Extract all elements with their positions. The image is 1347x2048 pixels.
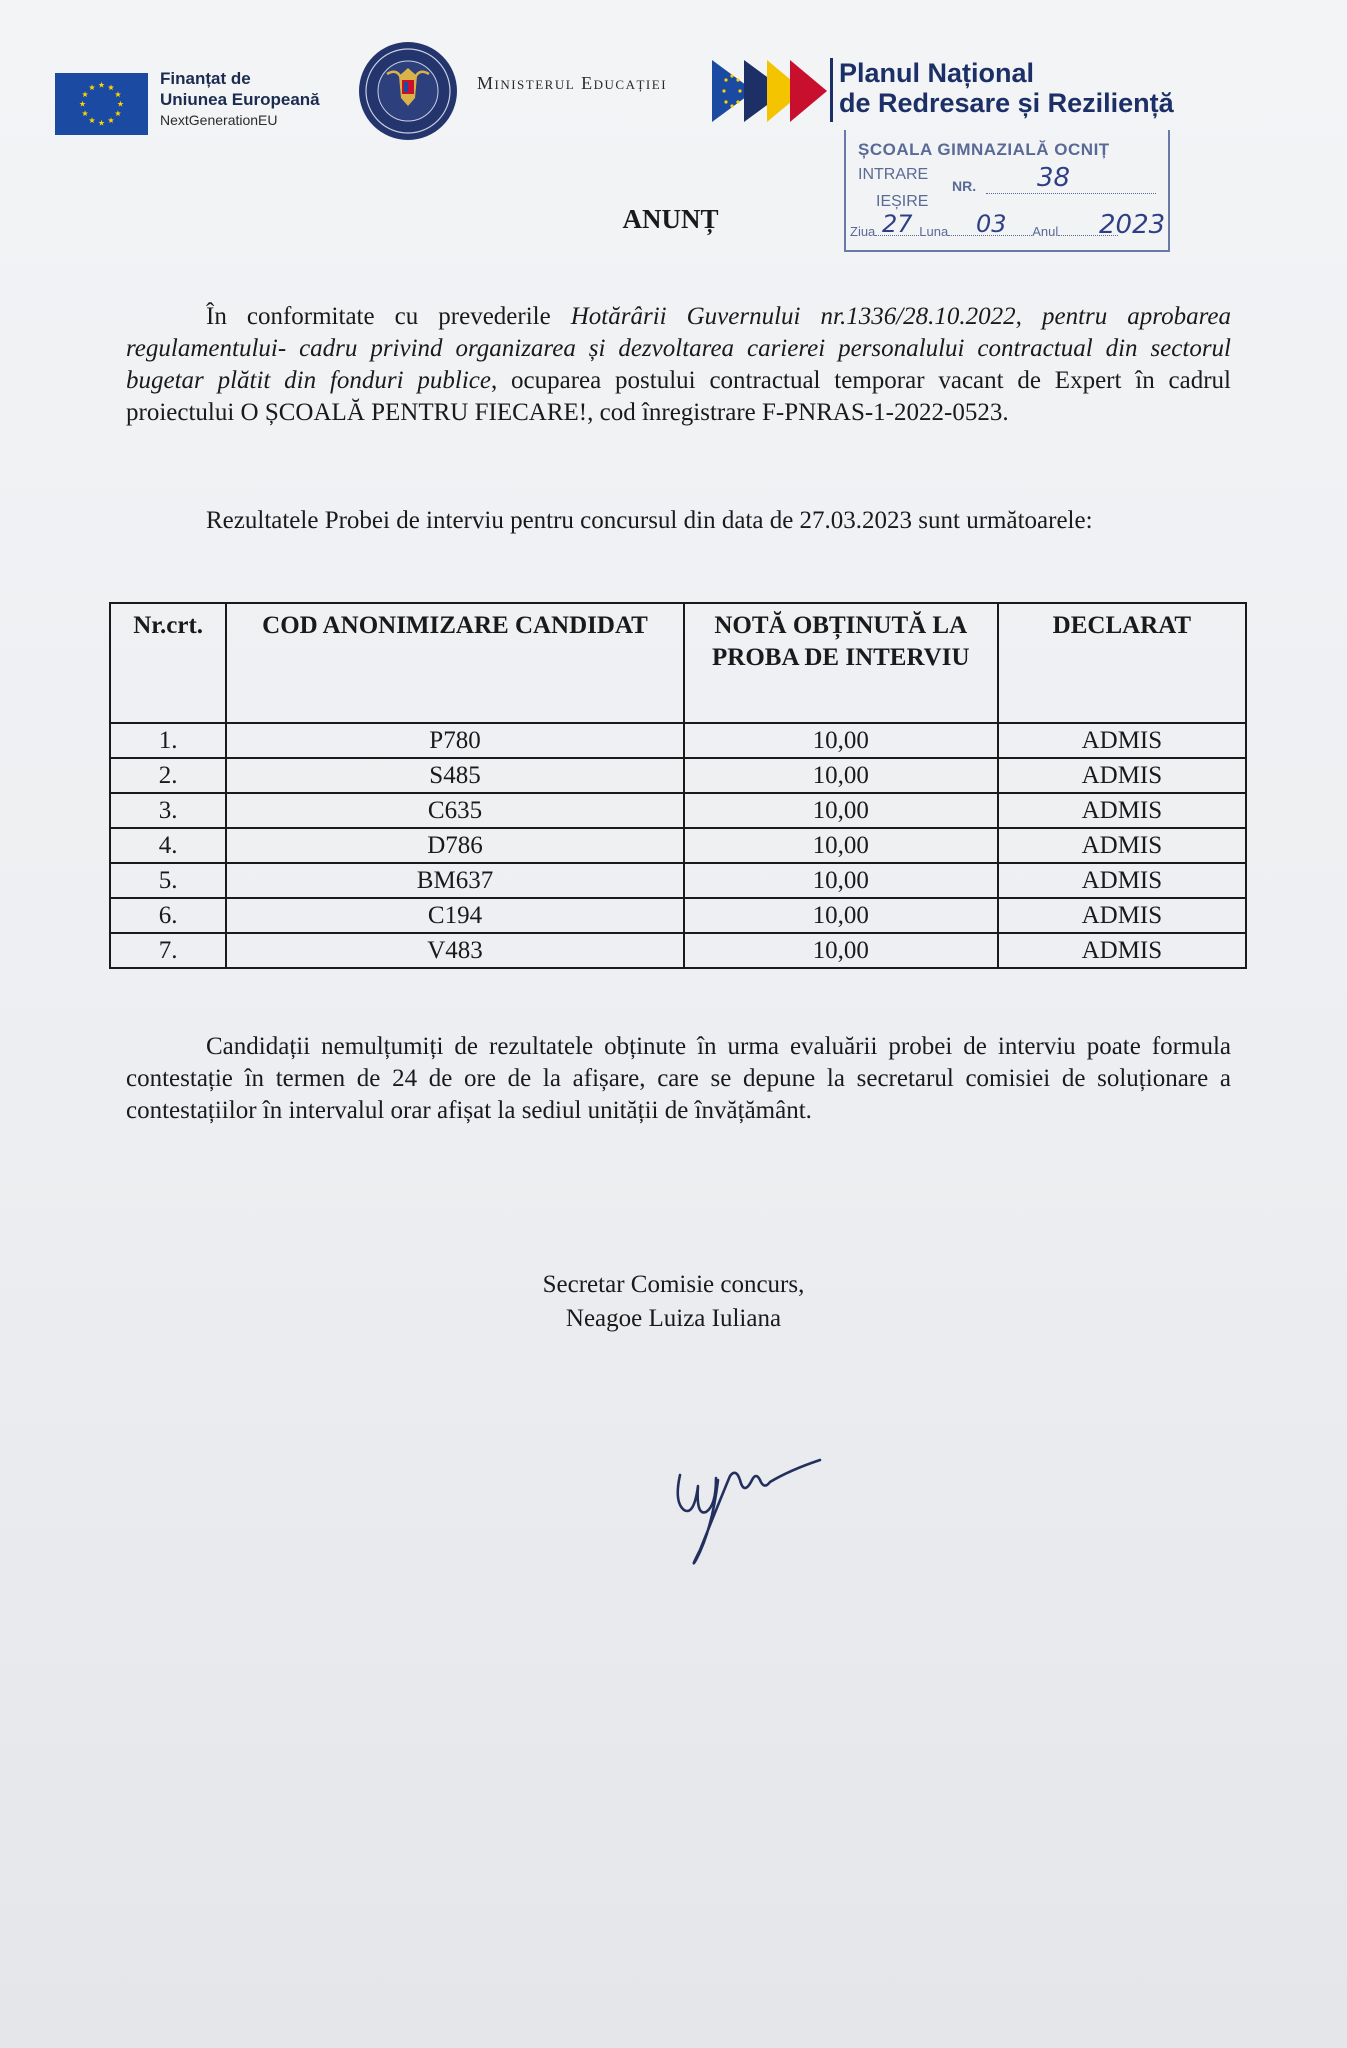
stamp-nr-line (986, 193, 1156, 194)
handwritten-signature-icon (660, 1420, 830, 1570)
pnrr-text (839, 58, 1174, 118)
title-text: ANUNȚ (622, 204, 719, 234)
intro-paragraph (126, 301, 1231, 429)
cell-nr: 3. (110, 793, 226, 828)
ministry-name: Ministerul Educației (477, 73, 668, 93)
cell-nota: 10,00 (684, 933, 998, 968)
cell-nota: 10,00 (684, 863, 998, 898)
stamp-ziua-value: 27 (882, 210, 913, 238)
results-table (109, 602, 1247, 969)
cell-nota: 10,00 (684, 793, 998, 828)
cell-nota: 10,00 (684, 723, 998, 758)
stamp-anul-value: 2023 (1099, 210, 1166, 240)
cell-nota: 10,00 (684, 898, 998, 933)
eu-line3: NextGenerationEU (160, 112, 278, 128)
contestation-paragraph (126, 1031, 1231, 1127)
table-row (110, 828, 1246, 863)
sign-role: Secretar Comisie concurs, (542, 1271, 805, 1298)
cell-nr: 5. (110, 863, 226, 898)
document-title (0, 204, 1346, 235)
cell-nr: 7. (110, 933, 226, 968)
eu-flag-icon (55, 73, 148, 135)
cell-cod: S485 (226, 758, 684, 793)
cell-declarat: ADMIS (998, 758, 1246, 793)
government-seal-icon (357, 40, 459, 142)
header-nr: Nr.crt. (110, 603, 226, 723)
sign-name: Neagoe Luiza Iuliana (565, 1305, 782, 1332)
table-row (110, 933, 1246, 968)
header-nota: NOTĂ OBȚINUTĂ LA PROBA DE INTERVIU (684, 603, 998, 723)
stamp-ziua-label: Ziua (850, 224, 876, 239)
stamp-luna-label: Luna (919, 224, 949, 239)
header-cod: COD ANONIMIZARE CANDIDAT (226, 603, 684, 723)
cell-nota: 10,00 (684, 758, 998, 793)
pnrr-line2: de Redresare și Reziliență (839, 88, 1174, 118)
table-row (110, 863, 1246, 898)
pnrr-line1: Planul Național (839, 58, 1035, 88)
cell-nr: 4. (110, 828, 226, 863)
eu-line2: Uniunea Europeană (160, 90, 320, 109)
pnrr-divider (830, 58, 833, 122)
stamp-nr-label: NR. (952, 178, 977, 194)
eu-line1: Finanțat de (160, 69, 251, 88)
stamp-school: ȘCOALA GIMNAZIALĂ OCNIȚ (858, 140, 1110, 159)
cell-declarat: ADMIS (998, 723, 1246, 758)
cell-nr: 1. (110, 723, 226, 758)
cell-declarat: ADMIS (998, 793, 1246, 828)
cell-cod: C635 (226, 793, 684, 828)
cell-nr: 6. (110, 898, 226, 933)
stamp-anul-label: Anul (1032, 224, 1059, 239)
table-header-row (110, 603, 1246, 723)
para2-text: Rezultatele Probei de interviu pentru concursul din data de 27.03.2023 sunt următoarele: (206, 507, 1093, 534)
cell-nota: 10,00 (684, 828, 998, 863)
para3-text: Candidații nemulțumiți de rezultatele obținute în urma evaluării probei de interviu poate formula contestație în termen de 24 de ore de la afișare, care se depune la secretarul comisiei de soluționare a contestațiilor în intervalul orar afișat la sediul unității de învățământ. (126, 1033, 1231, 1124)
signature-block (0, 1268, 1347, 1336)
cell-cod: C194 (226, 898, 684, 933)
cell-cod: V483 (226, 933, 684, 968)
para1-italic: Hotărârii Guvernului nr.1336/28.10.2022, pentru aprobarea regulamentului- cadru privind organizarea și dezvoltarea carierei personalului contractual din sectorul bugetar plătit din fonduri publice (126, 303, 1231, 394)
cell-declarat: ADMIS (998, 933, 1246, 968)
cell-cod: D786 (226, 828, 684, 863)
para1-end: , ocuparea postului contractual temporar vacant de Expert în cadrul proiectului O ȘCOALĂ PENTRU FIECARE!, cod înregistrare F-PNRAS-1-2022-0523. (126, 367, 1231, 426)
stamp-intrare: INTRARE (858, 166, 929, 183)
pnrr-logo-icon (712, 56, 832, 126)
para1-start: În conformitate cu prevederile (206, 303, 571, 330)
table-row (110, 758, 1246, 793)
cell-declarat: ADMIS (998, 863, 1246, 898)
results-intro-paragraph (126, 505, 1231, 537)
stamp-luna-value: 03 (976, 210, 1007, 238)
cell-cod: BM637 (226, 863, 684, 898)
stamp-nr-value: 38 (1037, 163, 1071, 193)
table-row (110, 793, 1246, 828)
cell-declarat: ADMIS (998, 828, 1246, 863)
table-row (110, 723, 1246, 758)
table-row (110, 898, 1246, 933)
cell-declarat: ADMIS (998, 898, 1246, 933)
cell-cod: P780 (226, 723, 684, 758)
header-declarat: DECLARAT (998, 603, 1246, 723)
eu-funding-text (160, 68, 320, 131)
cell-nr: 2. (110, 758, 226, 793)
stamp-iesire: IEȘIRE (876, 193, 929, 210)
